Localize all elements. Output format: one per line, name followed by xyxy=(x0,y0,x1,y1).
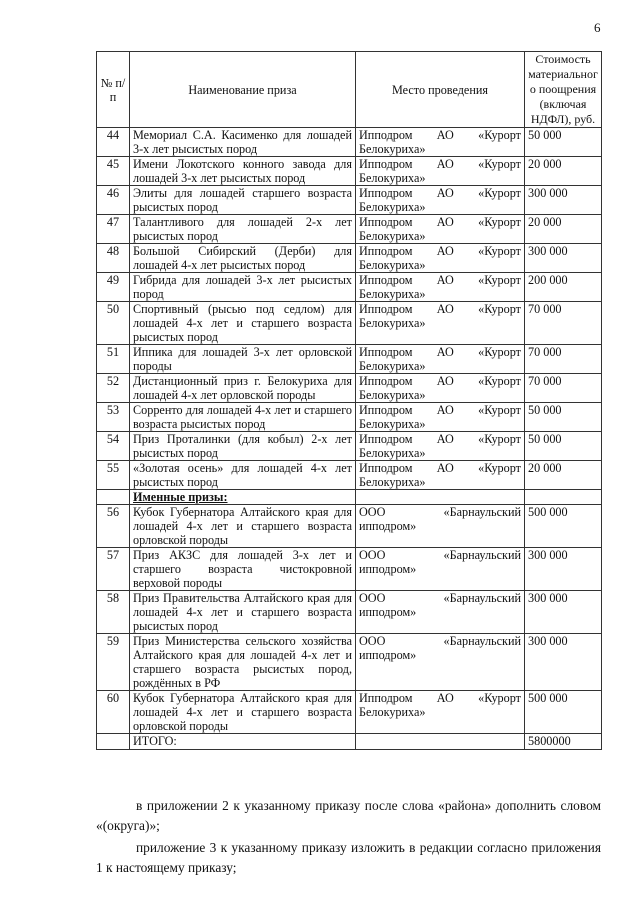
venue: Ипподром АО «Курорт Белокуриха» xyxy=(356,432,525,461)
table-row xyxy=(97,186,602,215)
table-header-row xyxy=(97,52,602,128)
table-row xyxy=(97,403,602,432)
prize-name: Кубок Губернатора Алтайского края для лошадей 4-х лет и старшего возраста орловской породы xyxy=(130,691,356,734)
table-row xyxy=(97,432,602,461)
row-number: 57 xyxy=(97,548,130,591)
venue: ООО «Барнаульский ипподром» xyxy=(356,591,525,634)
table-row xyxy=(97,505,602,548)
table-row xyxy=(97,128,602,157)
prize-cost: 50 000 xyxy=(525,128,602,157)
row-number: 47 xyxy=(97,215,130,244)
section-place-cell xyxy=(356,490,525,505)
paragraph: приложение 3 к указанному приказу изложить в редакции согласно приложения 1 к настоящему приказу; xyxy=(96,840,601,875)
table-row xyxy=(97,345,602,374)
prize-cost: 200 000 xyxy=(525,273,602,302)
prize-cost: 300 000 xyxy=(525,634,602,691)
venue: ООО «Барнаульский ипподром» xyxy=(356,505,525,548)
section-cost-cell xyxy=(525,490,602,505)
prize-cost: 300 000 xyxy=(525,548,602,591)
row-number: 44 xyxy=(97,128,130,157)
table-row xyxy=(97,273,602,302)
header-name: Наименование приза xyxy=(130,52,356,128)
total-place-cell xyxy=(356,734,525,750)
table-row xyxy=(97,461,602,490)
prize-cost: 300 000 xyxy=(525,186,602,215)
section-row xyxy=(97,490,602,505)
prize-cost: 500 000 xyxy=(525,691,602,734)
table-row xyxy=(97,548,602,591)
page-number: 6 xyxy=(594,20,601,35)
prize-name: Сорренто для лошадей 4-х лет и старшего возраста рысистых пород xyxy=(130,403,356,432)
prize-cost: 300 000 xyxy=(525,244,602,273)
prize-cost: 50 000 xyxy=(525,432,602,461)
venue: Ипподром АО «Курорт Белокуриха» xyxy=(356,691,525,734)
row-number: 58 xyxy=(97,591,130,634)
prize-name: Имени Локотского конного завода для лошадей 3-х лет рысистых пород xyxy=(130,157,356,186)
venue: Ипподром АО «Курорт Белокуриха» xyxy=(356,273,525,302)
prize-name: Приз Правительства Алтайского края для лошадей 4-х лет и старшего возраста рысистых пород xyxy=(130,591,356,634)
venue: Ипподром АО «Курорт Белокуриха» xyxy=(356,403,525,432)
prize-name: Большой Сибирский (Дерби) для лошадей 4-х лет рысистых пород xyxy=(130,244,356,273)
row-number: 51 xyxy=(97,345,130,374)
row-number: 60 xyxy=(97,691,130,734)
row-number: 50 xyxy=(97,302,130,345)
header-cost: Стоимость материальног о поощрения (включая НДФЛ), руб. xyxy=(525,52,602,128)
row-number: 55 xyxy=(97,461,130,490)
venue: Ипподром АО «Курорт Белокуриха» xyxy=(356,157,525,186)
prize-name: Иппика для лошадей 3-х лет орловской породы xyxy=(130,345,356,374)
prize-cost: 500 000 xyxy=(525,505,602,548)
venue: Ипподром АО «Курорт Белокуриха» xyxy=(356,461,525,490)
venue: Ипподром АО «Курорт Белокуриха» xyxy=(356,302,525,345)
table-row xyxy=(97,374,602,403)
prize-name: Талантливого для лошадей 2-х лет рысистых пород xyxy=(130,215,356,244)
prize-name: Приз Проталинки (для кобыл) 2-х лет рысистых пород xyxy=(130,432,356,461)
total-row xyxy=(97,734,602,750)
prize-name: Элиты для лошадей старшего возраста рысистых пород xyxy=(130,186,356,215)
table-row xyxy=(97,244,602,273)
section-title: Именные призы: xyxy=(130,490,356,505)
table-row xyxy=(97,215,602,244)
prize-cost: 20 000 xyxy=(525,215,602,244)
prize-rows-general xyxy=(97,128,602,490)
venue: Ипподром АО «Курорт Белокуриха» xyxy=(356,128,525,157)
venue: Ипподром АО «Курорт Белокуриха» xyxy=(356,374,525,403)
row-number: 49 xyxy=(97,273,130,302)
prize-cost: 70 000 xyxy=(525,302,602,345)
prize-name: Кубок Губернатора Алтайского края для лошадей 4-х лет и старшего возраста орловской породы xyxy=(130,505,356,548)
prize-rows-named xyxy=(97,505,602,734)
venue: ООО «Барнаульский ипподром» xyxy=(356,548,525,591)
header-place: Место проведения xyxy=(356,52,525,128)
prize-name: «Золотая осень» для лошадей 4-х лет рысистых пород xyxy=(130,461,356,490)
venue: Ипподром АО «Курорт Белокуриха» xyxy=(356,244,525,273)
table-row xyxy=(97,634,602,691)
row-number: 53 xyxy=(97,403,130,432)
row-number: 45 xyxy=(97,157,130,186)
row-number: 59 xyxy=(97,634,130,691)
row-number: 52 xyxy=(97,374,130,403)
prize-name: Спортивный (рысью под седлом) для лошадей 4-х лет и старшего возраста рысистых пород xyxy=(130,302,356,345)
row-number: 54 xyxy=(97,432,130,461)
total-value: 5800000 xyxy=(525,734,602,750)
table-row xyxy=(97,157,602,186)
row-number: 56 xyxy=(97,505,130,548)
amendment-text xyxy=(96,796,601,878)
table-row xyxy=(97,302,602,345)
total-label: ИТОГО: xyxy=(130,734,356,750)
table-row xyxy=(97,691,602,734)
prize-cost: 70 000 xyxy=(525,345,602,374)
prize-name: Приз АКЗС для лошадей 3-х лет и старшего возраста чистокровной верховой породы xyxy=(130,548,356,591)
row-number: 48 xyxy=(97,244,130,273)
venue: Ипподром АО «Курорт Белокуриха» xyxy=(356,186,525,215)
prize-name: Дистанционный приз г. Белокуриха для лошадей 4-х лет орловской породы xyxy=(130,374,356,403)
venue: Ипподром АО «Курорт Белокуриха» xyxy=(356,345,525,374)
prize-cost: 20 000 xyxy=(525,461,602,490)
prize-cost: 20 000 xyxy=(525,157,602,186)
prize-name: Приз Министерства сельского хозяйства Алтайского края для лошадей 4-х лет и старшего возраста рысистых пород, рождённых в РФ xyxy=(130,634,356,691)
table-row xyxy=(97,591,602,634)
total-num-cell xyxy=(97,734,130,750)
prize-cost: 300 000 xyxy=(525,591,602,634)
venue: ООО «Барнаульский ипподром» xyxy=(356,634,525,691)
prize-cost: 50 000 xyxy=(525,403,602,432)
prize-name: Мемориал С.А. Касименко для лошадей 3-х лет рысистых пород xyxy=(130,128,356,157)
venue: Ипподром АО «Курорт Белокуриха» xyxy=(356,215,525,244)
prize-table xyxy=(96,51,602,750)
section-num-cell xyxy=(97,490,130,505)
row-number: 46 xyxy=(97,186,130,215)
header-num: № п/п xyxy=(97,52,130,128)
prize-cost: 70 000 xyxy=(525,374,602,403)
paragraph: в приложении 2 к указанному приказу после слова «района» дополнить словом «(округа)»; xyxy=(96,798,601,833)
prize-name: Гибрида для лошадей 3-х лет рысистых пород xyxy=(130,273,356,302)
